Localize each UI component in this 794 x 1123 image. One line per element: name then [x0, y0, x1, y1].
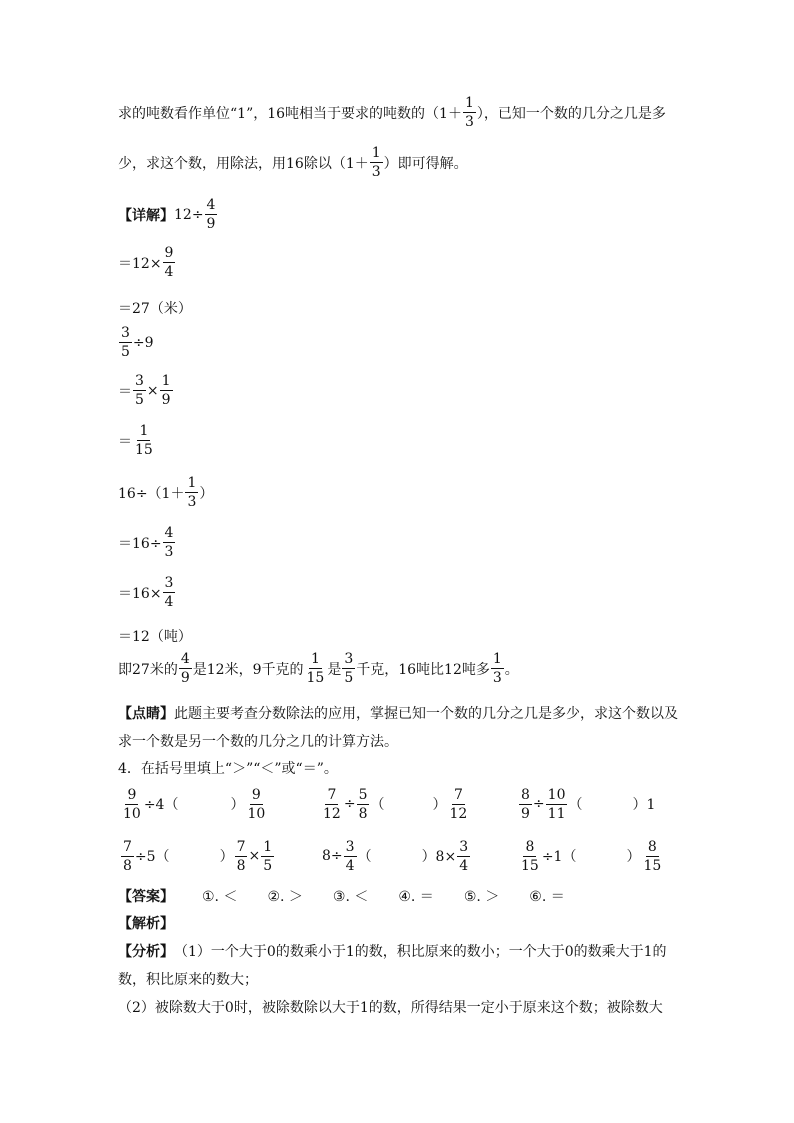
fraction: $\frac{4}{9}$ — [206, 197, 216, 232]
question-4-title — [118, 758, 338, 778]
intro-text: ），已知一个数的几分之几是多 — [476, 105, 666, 122]
fraction: $\frac{8}{15}$ — [521, 838, 539, 874]
fraction: $\frac{3}{5}$ — [121, 325, 130, 360]
fraction: $\frac{1}{15}$ — [135, 423, 153, 458]
compare-item-6 — [518, 836, 664, 876]
step-text: ＝12（吨） — [118, 629, 192, 645]
conclusion-text: 千克，16吨比12吨多 — [356, 661, 490, 678]
detail-step-2 — [118, 246, 176, 279]
expr-text: ） — [626, 849, 641, 865]
detail-step-6 — [118, 424, 156, 457]
expr-text: ） — [432, 797, 447, 813]
step-text: ＝16÷ — [118, 535, 162, 552]
conclusion-line — [118, 652, 519, 685]
detail-step-1 — [118, 198, 218, 231]
analysis-text: （2）被除数大于0时，被除数除以大于1的数，所得结果一定小于原来这个数；被除数大 — [118, 1000, 663, 1016]
expr-text: （ — [357, 849, 372, 865]
fraction: $\frac{4}{3}$ — [164, 525, 174, 560]
expr-text: （ — [568, 797, 583, 813]
step-text: ＝27（米） — [118, 301, 192, 317]
answer-item: ①. ＜ — [202, 889, 238, 905]
fraction: $\frac{10}{11}$ — [547, 786, 566, 822]
answer-line — [118, 886, 565, 906]
expr-text: ÷ — [343, 796, 356, 812]
fraction: $\frac{1}{3}$ — [371, 145, 381, 180]
analysis-label: 【解析】 — [118, 916, 174, 932]
answer-item: ④. ＝ — [398, 889, 434, 905]
step-text: 16÷（1＋ — [118, 485, 185, 502]
detail-step-4 — [118, 326, 154, 359]
fraction: $\frac{4}{9}$ — [180, 651, 190, 686]
intro-line-1 — [118, 96, 666, 129]
intro-text: 求的吨数看作单位“1”，16吨相当于要求的吨数的（1＋ — [118, 105, 462, 122]
fraction: $\frac{7}{12}$ — [449, 786, 468, 822]
fraction: $\frac{3}{4}$ — [345, 838, 355, 874]
expr-text: ） — [219, 849, 234, 865]
point-label: 【点睛】 — [118, 706, 174, 722]
step-text: ＝ — [118, 433, 132, 450]
intro-text: 少，求这个数，用除法，用16除以（1＋ — [118, 155, 369, 172]
fraction: $\frac{3}{4}$ — [164, 575, 174, 610]
detail-step-5 — [118, 374, 174, 407]
fraction: $\frac{1}{3}$ — [492, 651, 502, 686]
fraction: $\frac{8}{9}$ — [521, 786, 530, 822]
compare-item-5 — [322, 836, 471, 876]
fraction: $\frac{3}{5}$ — [135, 373, 144, 408]
fraction: $\frac{1}{5}$ — [263, 838, 273, 874]
fraction: $\frac{8}{15}$ — [643, 838, 662, 874]
expr-text: ÷4（ — [143, 797, 179, 813]
fraction: $\frac{5}{8}$ — [358, 786, 368, 822]
fraction: $\frac{9}{10}$ — [123, 786, 141, 822]
detail-step-7 — [118, 476, 213, 509]
fraction: $\frac{1}{15}$ — [306, 651, 325, 686]
question-4-row-2 — [0, 836, 794, 880]
analysis-label-line — [118, 913, 174, 933]
conclusion-text: 是 — [327, 661, 342, 678]
point-text: 求一个数是另一个数的几分之几的计算方法。 — [118, 734, 398, 750]
step-text: ＝16× — [118, 585, 162, 602]
fraction: $\frac{7}{8}$ — [123, 838, 132, 874]
compare-item-1 — [120, 784, 268, 824]
analysis-text: 数，积比原来的数大； — [118, 972, 258, 988]
step-text: ＝ — [118, 383, 132, 400]
point-line-1 — [118, 703, 678, 723]
fraction: $\frac{9}{4}$ — [164, 245, 174, 280]
fraction: $\frac{1}{3}$ — [464, 95, 474, 130]
detail-step-10 — [118, 626, 192, 646]
fraction: $\frac{7}{12}$ — [323, 786, 341, 822]
fraction: $\frac{3}{4}$ — [459, 838, 469, 874]
expr-text: ÷1（ — [541, 849, 577, 865]
analysis-line-3 — [118, 997, 663, 1017]
expr-text: ÷ — [532, 796, 545, 812]
analysis-line-2 — [118, 969, 258, 989]
step-text: ） — [199, 485, 214, 502]
expr-text: ÷5（ — [134, 849, 170, 865]
analysis-text: （1）一个大于0的数乘小于1的数，积比原来的数小；一个大于0的数乘大于1的 — [174, 944, 667, 960]
compare-item-2 — [320, 784, 470, 824]
expr-text: （ — [370, 797, 385, 813]
analysis-line-1 — [118, 941, 667, 961]
conclusion-text: 是12米，9千克的 — [192, 661, 304, 678]
intro-text: ）即可得解。 — [383, 155, 468, 172]
detail-step-3 — [118, 298, 192, 318]
answer-item: ⑥. ＝ — [529, 889, 565, 905]
step-text: × — [146, 382, 159, 399]
intro-line-2 — [118, 146, 468, 179]
expr-text: ）1 — [632, 797, 656, 813]
fraction: $\frac{1}{9}$ — [161, 373, 171, 408]
fraction: $\frac{7}{8}$ — [236, 838, 246, 874]
point-line-2 — [118, 731, 398, 751]
fraction: $\frac{9}{10}$ — [247, 786, 266, 822]
detail-label: 【详解】 — [118, 207, 174, 224]
expr-text: 8÷ — [322, 848, 343, 864]
question-title: 4．在括号里填上“＞”“＜”或“＝”。 — [118, 761, 338, 777]
answer-item: ②. ＞ — [267, 889, 303, 905]
conclusion-text: 即27米的 — [118, 661, 178, 678]
answer-label: 【答案】 — [118, 889, 174, 905]
analysis-sub-label: 【分析】 — [118, 944, 174, 960]
point-text: 此题主要考查分数除法的应用，掌握已知一个数的几分之几是多少，求这个数以及 — [174, 706, 678, 722]
fraction: $\frac{3}{5}$ — [344, 651, 354, 686]
step-text: 12÷ — [174, 206, 204, 223]
conclusion-text: 。 — [504, 661, 519, 678]
detail-step-9 — [118, 576, 176, 609]
question-4-row-1 — [0, 784, 794, 828]
answer-item: ⑤. ＞ — [463, 889, 500, 905]
expr-text: ） — [230, 797, 245, 813]
expr-text: × — [248, 848, 261, 864]
fraction: $\frac{1}{3}$ — [187, 475, 197, 510]
detail-step-8 — [118, 526, 176, 559]
answer-item: ③. ＜ — [332, 889, 369, 905]
step-text: ＝12× — [118, 255, 162, 272]
expr-text: ）8× — [421, 849, 457, 865]
compare-item-4 — [120, 836, 275, 876]
step-text: ÷9 — [132, 334, 154, 351]
compare-item-3 — [518, 784, 655, 824]
